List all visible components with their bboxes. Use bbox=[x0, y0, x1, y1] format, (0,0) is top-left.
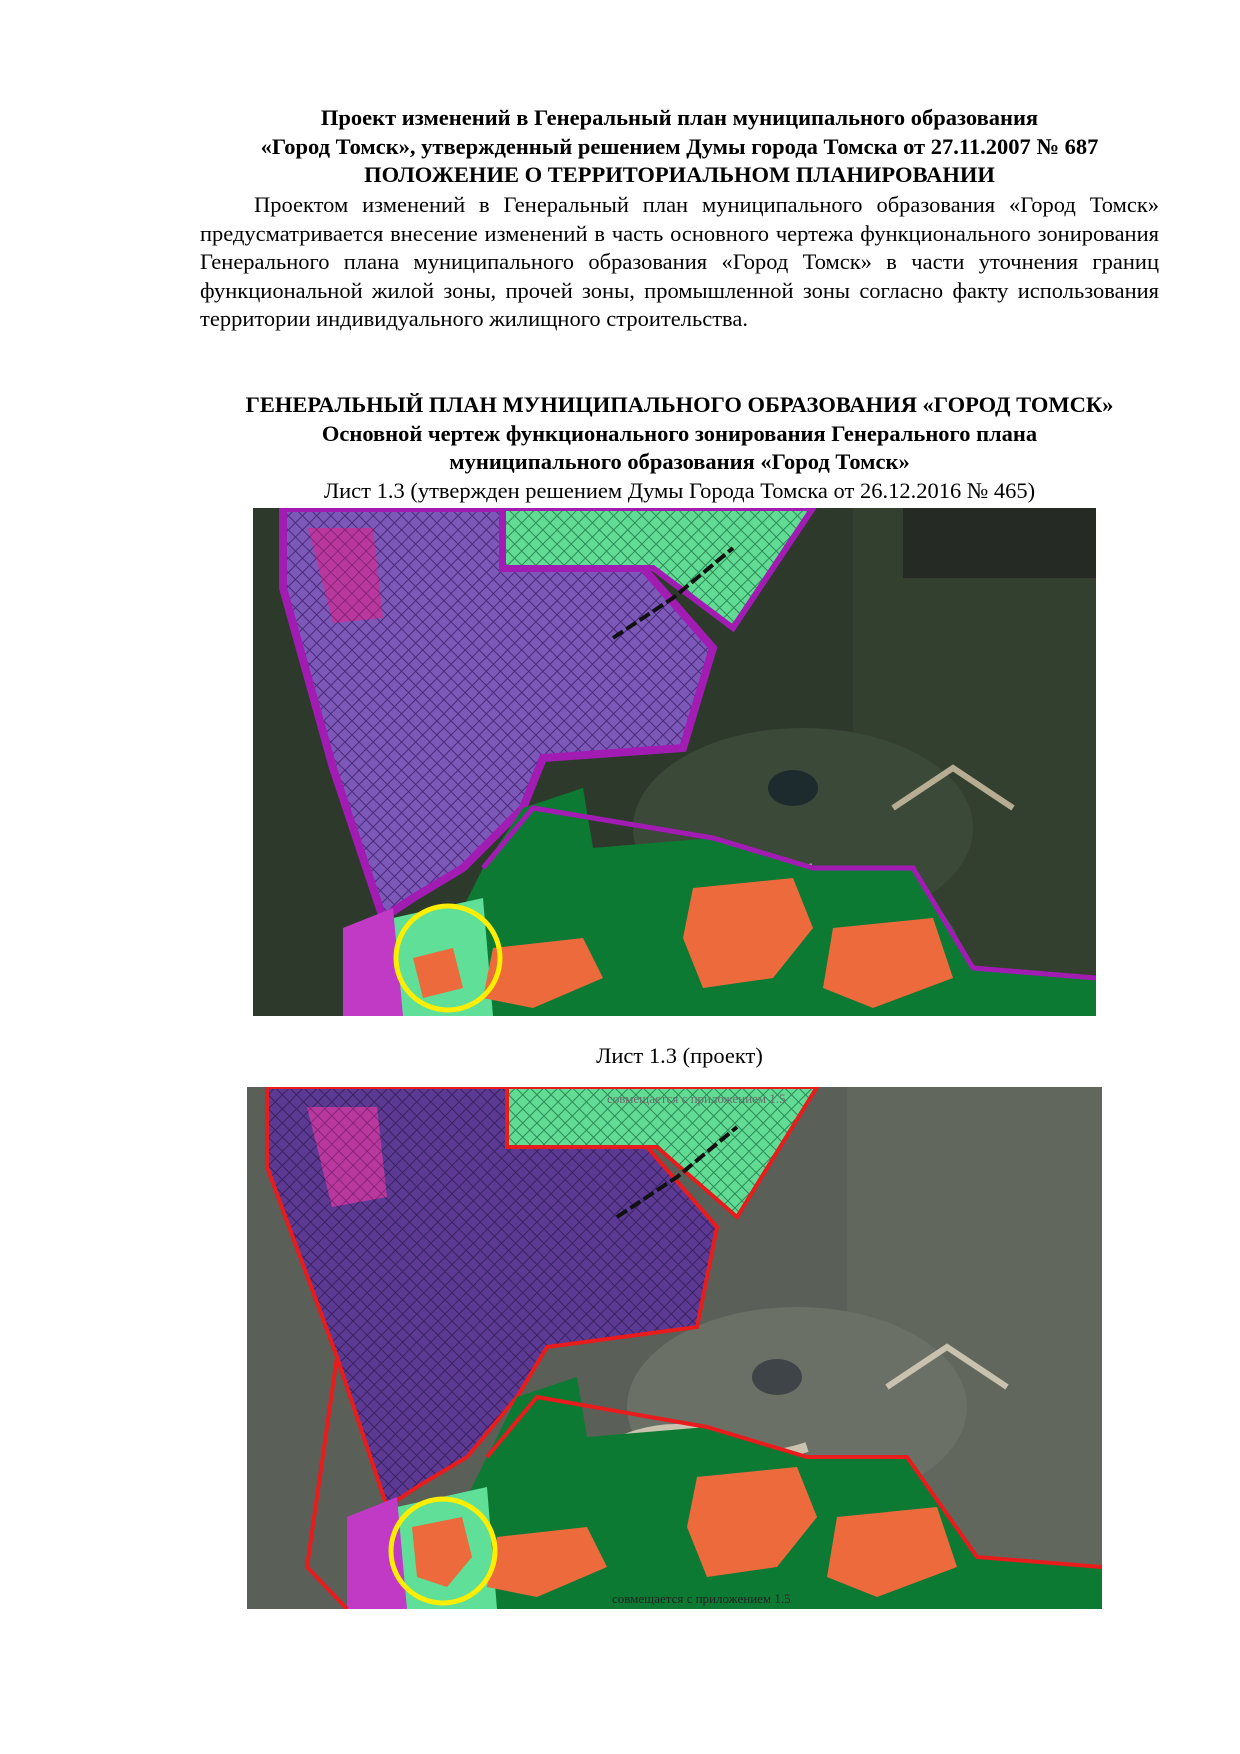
header-title-line2: «Город Томск», утвержденный решением Думы города Томска от 27.11.2007 № 687 bbox=[260, 133, 1099, 159]
section-title: ГЕНЕРАЛЬНЫЙ ПЛАН МУНИЦИПАЛЬНОГО ОБРАЗОВАНИЯ «ГОРОД ТОМСК» bbox=[245, 392, 1114, 417]
header-title-line1: Проект изменений в Генеральный план муниципального образования bbox=[320, 105, 1039, 130]
header-title-line3: ПОЛОЖЕНИЕ О ТЕРРИТОРИАЛЬНОМ ПЛАНИРОВАНИИ bbox=[364, 162, 995, 187]
map2-top-note: совмещается с приложением 1.5 bbox=[607, 1091, 786, 1106]
map-sheet-project bbox=[247, 1087, 1102, 1609]
map-sheet-approved-image bbox=[253, 508, 1096, 1016]
section-subtitle-line2: муниципального образования «Город Томск» bbox=[449, 449, 910, 474]
section-heading bbox=[200, 391, 1159, 505]
document-header bbox=[200, 104, 1159, 190]
map2-caption: Лист 1.3 (проект) bbox=[596, 1043, 763, 1068]
map-sheet-approved bbox=[253, 508, 1096, 1016]
map1-caption: Лист 1.3 (утвержден решением Думы Города Томска от 26.12.2016 № 465) bbox=[323, 477, 1036, 503]
section-subtitle-line1: Основной чертеж функционального зонирования Генерального плана bbox=[321, 420, 1038, 446]
map2-bottom-note: совмещается с приложением 1.5 bbox=[612, 1591, 791, 1606]
map-sheet-project-image bbox=[247, 1087, 1102, 1609]
intro-paragraph: Проектом изменений в Генеральный план муниципального образования «Город Томск» предусматривается внесение изменений в часть основного чертежа функционального зонирования Генерального плана муниципального образования «Город Томск» в части уточнения границ функциональной жилой зоны, прочей зоны, промышленной зоны согласно факту использования территории индивидуального жилищного строительства. bbox=[200, 192, 1159, 331]
